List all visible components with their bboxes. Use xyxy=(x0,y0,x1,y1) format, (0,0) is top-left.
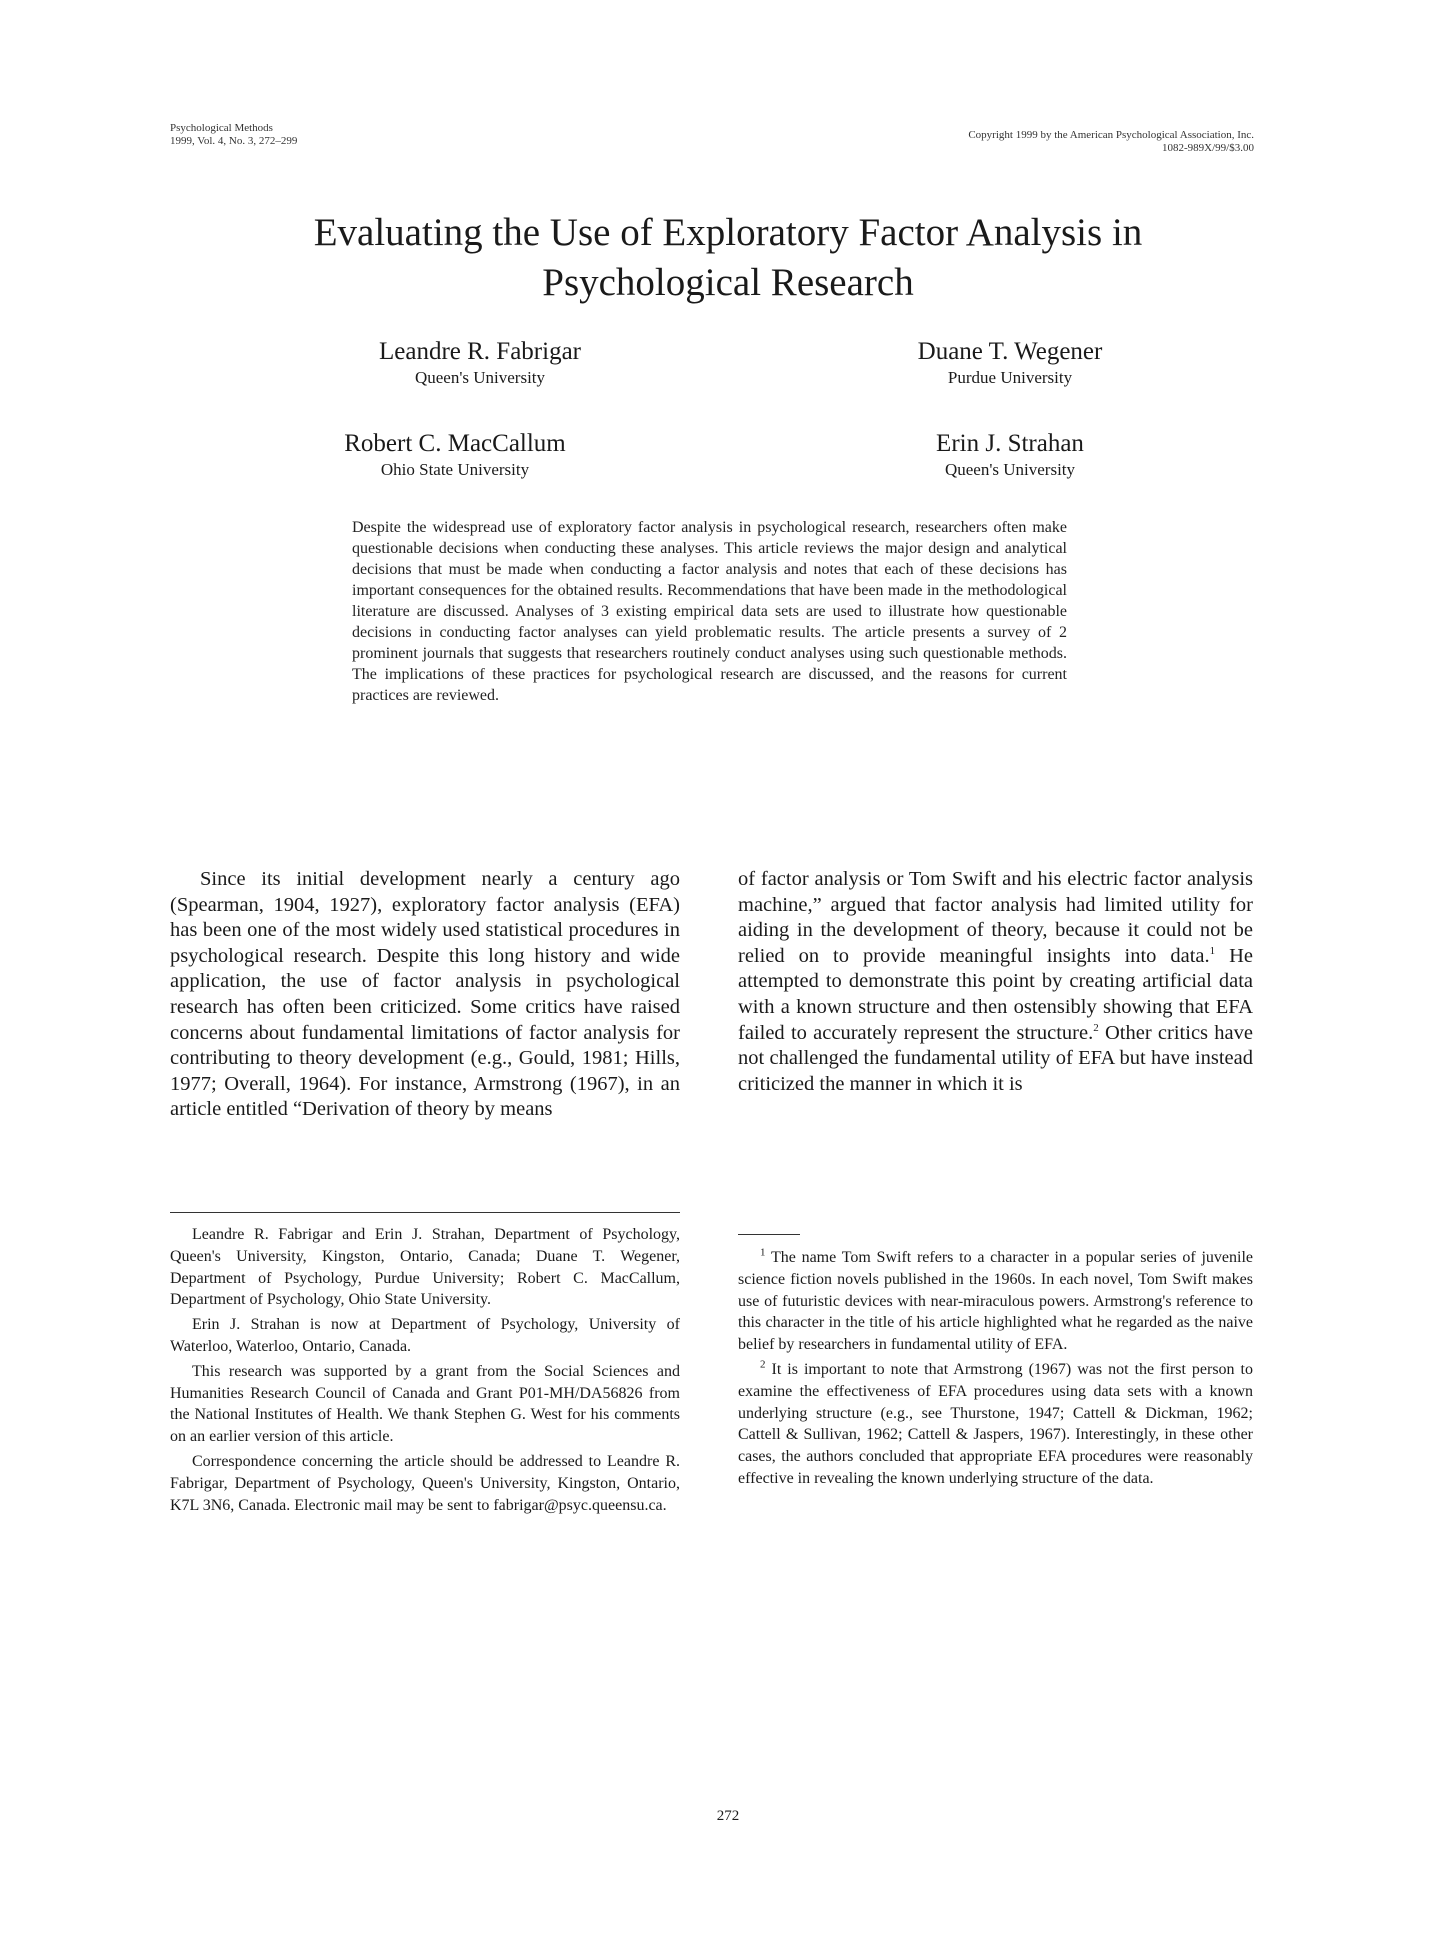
footnote xyxy=(738,1359,1253,1490)
author-affiliation: Ohio State University xyxy=(380,460,530,479)
author-affiliation: Purdue University xyxy=(947,368,1073,387)
page-number: 272 xyxy=(716,1808,740,1824)
volume-info: 1999, Vol. 4, No. 3, 272–299 xyxy=(170,135,298,147)
author-note: This research was supported by a grant from the Social Sciences and Humanities Research Council of Canada and Grant P01-MH/DA56826 from the National Institutes of Health. We thank Stephen G. West for his comments on an earlier version of this article. xyxy=(170,1362,680,1446)
paper-title xyxy=(0,208,1456,308)
author-block-1 xyxy=(280,337,680,389)
abstract: Despite the widespread use of exploratory factor analysis in psychological research, researchers often make questionable decisions when conducting these analyses. This article reviews the major design and analytical decisions that must be made when conducting a factor analysis and notes that each of these decisions has important consequences for the obtained results. Recommendations that have been made in the methodological literature are discussed. Analyses of 3 existing empirical data sets are used to illustrate how questionable decisions in conducting factor analyses can yield problematic results. The article presents a survey of 2 prominent journals that suggests that researchers routinely conduct analyses using such questionable methods. The implications of these practices for psychological research are discussed, and the reasons for current practices are reviewed. xyxy=(352,519,1067,704)
author-name: Robert C. MacCallum xyxy=(344,430,566,457)
footnote-mark: 1 xyxy=(760,1246,766,1259)
paper-title-text: Evaluating the Use of Exploratory Factor Analysis in Psychological Research xyxy=(313,211,1143,304)
footnote-divider xyxy=(170,1212,680,1213)
body-text-segment: of factor analysis or Tom Swift and his electric factor analysis machine,” argued that factor analysis had limited utility for aiding in the development of theory, because it could not be relied on to provide meaningful insights into data. xyxy=(738,868,1253,967)
body-column-left: Since its initial development nearly a century ago (Spearman, 1904, 1927), exploratory factor analysis (EFA) has been one of the most widely used statistical procedures in psychological research. Despite this long history and wide application, the use of factor analysis in psychological research has often been criticized. Some critics have raised concerns about fundamental limitations of factor analysis for contributing to theory development (e.g., Gould, 1981; Hills, 1977; Overall, 1964). For instance, Armstrong (1967), in an article entitled “Derivation of theory by means xyxy=(170,868,680,1121)
copyright-line: Copyright 1999 by the American Psychological Association, Inc. xyxy=(968,129,1254,141)
footnote-text: The name Tom Swift refers to a character in a popular series of juvenile science fiction novels published in the 1960s. In each novel, Tom Swift makes use of futuristic devices with near-miraculous powers. Armstrong's reference to this character in the title of his article highlighted what he regarded as the naive belief by researchers in fundamental utility of EFA. xyxy=(738,1249,1253,1354)
author-name: Leandre R. Fabrigar xyxy=(378,338,581,365)
footnote-ref: 2 xyxy=(1093,1021,1099,1034)
journal-name: Psychological Methods xyxy=(170,122,273,134)
author-block-4 xyxy=(810,429,1210,481)
footnote-text: It is important to note that Armstrong (1967) was not the first person to examine the effectiveness of EFA procedures using data sets with a known underlying structure (e.g., see Thurstone, 1947; Cattell & Dickman, 1962; Cattell & Sullivan, 1962; Cattell & Jaspers, 1967). Interestingly, in these other cases, the authors concluded that appropriate EFA procedures were reasonably effective in revealing the known underlying structure of the data. xyxy=(738,1360,1253,1487)
issn-line: 1082-989X/99/$3.00 xyxy=(1162,142,1254,154)
author-block-3 xyxy=(255,429,655,481)
footnote-divider xyxy=(738,1234,800,1235)
author-name: Erin J. Strahan xyxy=(936,430,1084,457)
body-column-right xyxy=(738,867,1253,1097)
author-notes xyxy=(170,1224,680,1519)
copyright-header xyxy=(968,129,1254,155)
author-block-2 xyxy=(810,337,1210,389)
author-affiliation: Queen's University xyxy=(944,460,1076,479)
journal-header xyxy=(170,122,297,148)
footnote xyxy=(738,1247,1253,1356)
author-note: Correspondence concerning the article should be addressed to Leandre R. Fabrigar, Department of Psychology, Queen's University, Kingston, Ontario, K7L 3N6, Canada. Electronic mail may be sent to fabrigar@psyc.queensu.ca. xyxy=(170,1452,680,1514)
footnotes xyxy=(738,1247,1253,1493)
author-note: Erin J. Strahan is now at Department of Psychology, University of Waterloo, Waterloo, Ontario, Canada. xyxy=(170,1316,680,1355)
author-name: Duane T. Wegener xyxy=(917,338,1103,365)
footnote-mark: 2 xyxy=(760,1358,766,1371)
body-text-segment: He attempted to demonstrate this point by creating artificial data with a known structure and then ostensibly showing that EFA failed to accurately represent the structure. xyxy=(738,944,1254,1044)
author-affiliation: Queen's University xyxy=(414,368,546,387)
author-note: Leandre R. Fabrigar and Erin J. Strahan, Department of Psychology, Queen's University, Kingston, Ontario, Canada; Duane T. Wegener, Department of Psychology, Purdue University; Robert C. MacCallum, Department of Psychology, Ohio State University. xyxy=(170,1226,680,1309)
footnote-ref: 1 xyxy=(1209,944,1216,957)
body-text-segment: Other critics have not challenged the fundamental utility of EFA but have instead criticized the manner in which it is xyxy=(738,1021,1253,1095)
